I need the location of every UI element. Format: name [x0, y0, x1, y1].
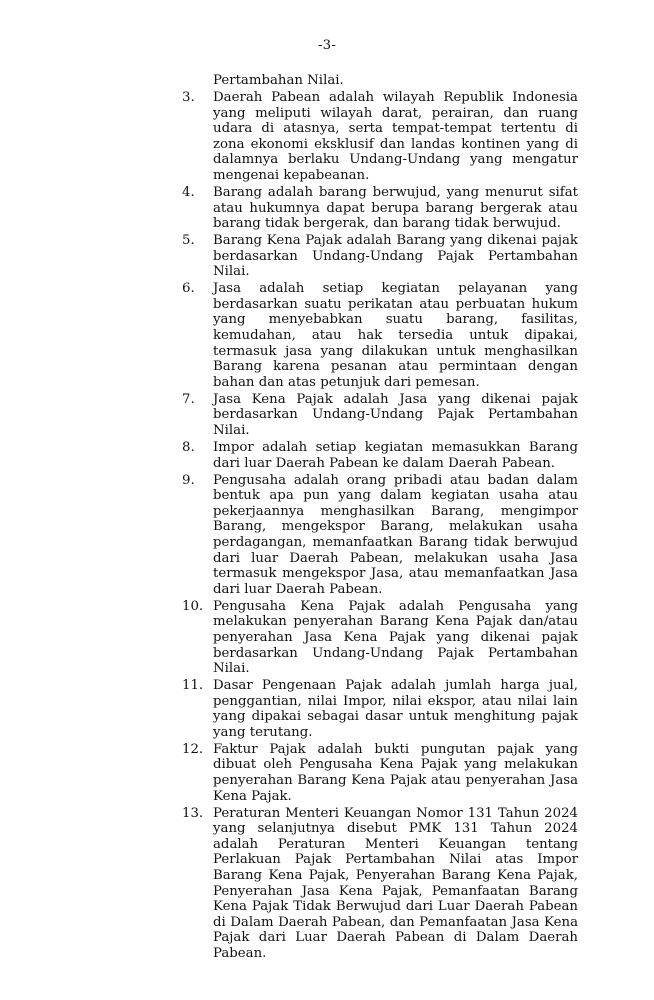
- item-number: 10.: [182, 598, 204, 614]
- item-text: Barang Kena Pajak adalah Barang yang dikenai pajak berdasarkan Undang-Undang Pajak Pertambahan Nilai.: [213, 233, 578, 280]
- item-text: Jasa Kena Pajak adalah Jasa yang dikenai pajak berdasarkan Undang-Undang Pajak Pertambahan Nilai.: [213, 391, 578, 439]
- item-text: Jasa adalah setiap kegiatan pelayanan yang berdasarkan suatu perikatan atau perbuatan hukum yang menyebabkan suatu barang, fasilitas, kemudahan, atau hak tersedia untuk dipakai, termasuk jasa yang dilakukan untuk menghasilkan Barang karena pesanan atau permintaan dengan bahan dan atas petunjuk dari pemesan.: [213, 281, 578, 390]
- list-item: [182, 806, 578, 962]
- list-item: [182, 90, 578, 184]
- list-item: [182, 281, 578, 390]
- item-number: 9.: [182, 472, 195, 488]
- list-item: [182, 233, 578, 280]
- list-item: [182, 742, 578, 804]
- item-number: 7.: [182, 391, 195, 407]
- list-item: [182, 599, 578, 677]
- item-number: 11.: [182, 678, 204, 694]
- item-text: Dasar Pengenaan Pajak adalah jumlah harga jual, penggantian, nilai Impor, nilai ekspor, atau nilai lain yang dipakai sebagai dasar untuk menghitung pajak yang terutang.: [213, 678, 578, 740]
- item-text: Faktur Pajak adalah bukti pungutan pajak yang dibuat oleh Pengusaha Kena Pajak yang melakukan penyerahan Barang Kena Pajak atau penyerahan Jasa Kena Pajak.: [213, 741, 578, 804]
- item-text: Peraturan Menteri Keuangan Nomor 131 Tahun 2024 yang selanjutnya disebut PMK 131 Tahun 2024 adalah Peraturan Menteri Keuangan tentang Perlakuan Pajak Pertambahan Nilai atas Impor Barang Kena Pajak, Penyerahan Barang Kena Pajak, Penyerahan Jasa Kena Pajak, Pemanfaatan Barang Kena Pajak Tidak Berwujud dari Luar Daerah Pabean di Dalam Daerah Pabean, dan Pemanfaatan Jasa Kena Pajak dari Luar Daerah Pabean di Dalam Daerah Pabean.: [213, 805, 578, 961]
- item-number: 5.: [182, 233, 195, 249]
- item-text: Daerah Pabean adalah wilayah Republik Indonesia yang meliputi wilayah darat, perairan, dan ruang udara di atasnya, serta tempat-tempat tertentu di zona ekonomi eksklusif dan landas kontinen yang di dalamnya berlaku Undang-Undang yang mengatur mengenai kepabeanan.: [213, 89, 578, 183]
- item-number: 3.: [182, 89, 195, 105]
- item-text: Pengusaha Kena Pajak adalah Pengusaha yang melakukan penyerahan Barang Kena Pajak dan/atau penyerahan Jasa Kena Pajak yang dikenai pajak berdasarkan Undang-Undang Pajak Pertambahan Nilai.: [213, 598, 578, 677]
- item-text: Barang adalah barang berwujud, yang menurut sifat atau hukumnya dapat berupa barang bergerak atau barang tidak bergerak, dan barang tidak berwujud.: [213, 184, 578, 232]
- item-text: Pengusaha adalah orang pribadi atau badan dalam bentuk apa pun yang dalam kegiatan usaha atau pekerjaannya menghasilkan Barang, mengimpor Barang, mengekspor Barang, melakukan usaha perdagangan, memanfaatkan Barang tidak berwujud dari luar Daerah Pabean, melakukan usaha Jasa termasuk mengekspor Jasa, atau memanfaatkan Jasa dari luar Daerah Pabean.: [213, 472, 578, 597]
- list-item: [182, 678, 578, 740]
- item-number: 4.: [182, 184, 195, 200]
- definitions-list: [182, 73, 578, 963]
- list-item: [182, 473, 578, 598]
- item-text: Impor adalah setiap kegiatan memasukkan Barang dari luar Daerah Pabean ke dalam Daerah Pabean.: [213, 440, 578, 471]
- item-number: 13.: [182, 805, 204, 821]
- continuation-text: Pertambahan Nilai.: [213, 73, 344, 88]
- item-number: 6.: [182, 281, 195, 297]
- list-item: [182, 185, 578, 232]
- item-number: 12.: [182, 741, 204, 757]
- list-item: [182, 440, 578, 471]
- page-number: -3-: [317, 38, 337, 53]
- item-number: 8.: [182, 440, 195, 455]
- list-item: [182, 392, 578, 439]
